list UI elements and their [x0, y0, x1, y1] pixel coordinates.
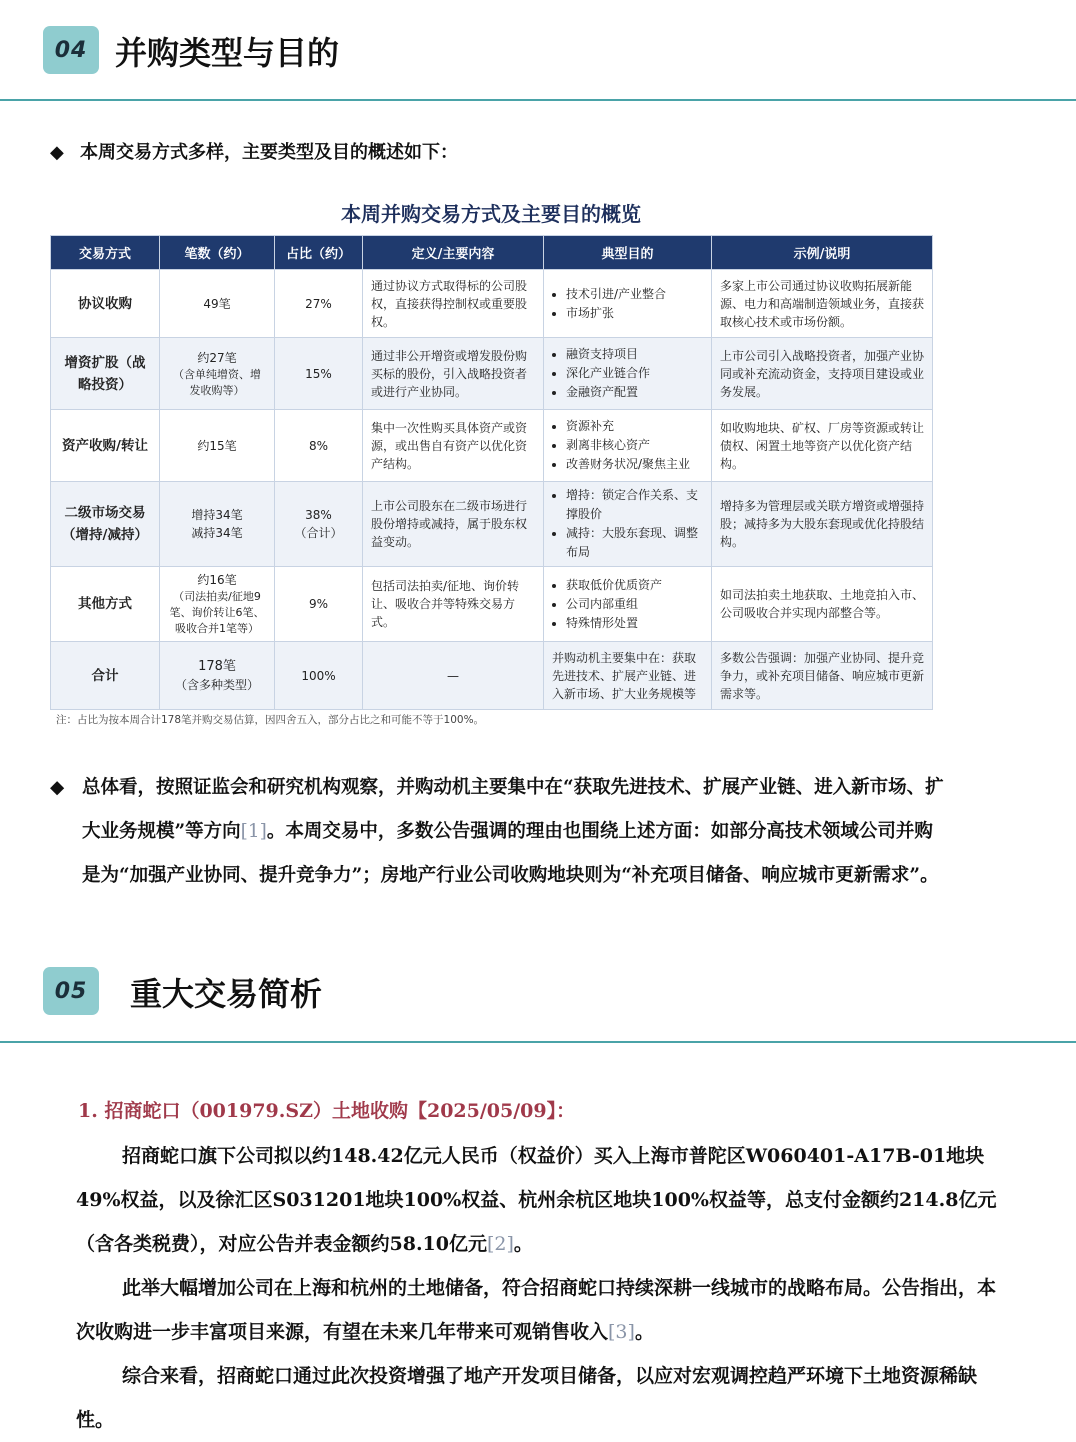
intro-bullet	[50, 138, 458, 164]
summary-text-part1: 总体看，按照证监会和研究机构观察，并购动机主要集中在“获取先进技术、扩展产业链、进入新市场、扩大业务规模”等方向	[82, 777, 944, 842]
cell-mode: 增资扩股（战略投资）	[51, 338, 160, 410]
cell-share	[275, 482, 363, 567]
cell-purposes	[544, 482, 712, 567]
section-badge-04: 04	[43, 26, 99, 74]
table-row	[51, 567, 933, 642]
table-header-cell: 定义/主要内容	[363, 236, 544, 270]
citation-link[interactable]: [1]	[240, 821, 267, 842]
purpose-item: • 深化产业链合作	[566, 364, 703, 383]
summary-paragraph	[50, 766, 950, 898]
count-note: （含单纯增资、增发收购等）	[173, 367, 261, 397]
count-note: 减持34笔	[191, 526, 243, 540]
cell-mode: 二级市场交易（增持/减持）	[51, 482, 160, 567]
count-value: 增持34笔	[191, 508, 243, 522]
cell-example: 上市公司引入战略投资者，加强产业协同或补充流动资金，支持项目建设或业务发展。	[712, 338, 933, 410]
cell-count: 49笔	[160, 270, 275, 338]
cell-definition: 上市公司股东在二级市场进行股份增持或减持，属于股东权益变动。	[363, 482, 544, 567]
table-note: 注：占比为按本周合计178笔并购交易估算，因四舍五入，部分占比之和可能不等于100%。	[56, 714, 485, 726]
cell-count	[160, 482, 275, 567]
cell-share: 15%	[275, 338, 363, 410]
case-paragraph	[76, 1134, 1011, 1266]
case-p1-end: 。	[513, 1233, 533, 1255]
table-row	[51, 482, 933, 567]
section-badge-05: 05	[43, 967, 99, 1015]
count-value: 约16笔	[197, 573, 237, 587]
section-title-04: 并购类型与目的	[115, 34, 340, 72]
table-row	[51, 270, 933, 338]
purpose-item: • 资源补充	[566, 417, 703, 436]
table-header-cell: 占比（约）	[275, 236, 363, 270]
cell-example: 如收购地块、矿权、厂房等资源或转让债权、闲置土地等资产以优化资产结构。	[712, 410, 933, 482]
overview-table	[50, 235, 933, 710]
case-p1-text: 招商蛇口旗下公司拟以约148.42亿元人民币（权益价）买入上海市普陀区W060401-A17B-01地块49%权益，以及徐汇区S031201地块100%权益、杭州余杭区地块100%权益等，总支付金额约214.8亿元（含各类税费），对应公告并表金额约58.10亿元	[76, 1145, 997, 1255]
table-row-total	[51, 642, 933, 710]
purpose-item: • 特殊情形处置	[566, 614, 703, 633]
purpose-item: • 公司内部重组	[566, 595, 703, 614]
cell-definition: 通过非公开增资或增发股份购买标的股份，引入战略投资者或进行产业协同。	[363, 338, 544, 410]
diamond-bullet-icon: ◆	[50, 777, 65, 798]
summary-text-part2: 。本周交易中，多数公告强调的理由也围绕上述方面：如部分高技术领域公司并购是为“加强产业协同、提升竞争力”；房地产行业公司收购地块则为“补充项目储备、响应城市更新需求”。	[82, 821, 939, 886]
section-title-05: 重大交易简析	[130, 975, 323, 1013]
cell-mode: 协议收购	[51, 270, 160, 338]
section-divider-04	[0, 99, 1076, 101]
cell-example: 如司法拍卖土地获取、土地竞拍入市、公司吸收合并实现内部整合等。	[712, 567, 933, 642]
count-value: 178笔	[198, 658, 236, 674]
table-header-cell: 示例/说明	[712, 236, 933, 270]
cell-purposes	[544, 410, 712, 482]
table-header-cell: 笔数（约）	[160, 236, 275, 270]
case-p2-text: 此举大幅增加公司在上海和杭州的土地储备，符合招商蛇口持续深耕一线城市的战略布局。公告指出，本次收购进一步丰富项目来源，有望在未来几年带来可观销售收入	[76, 1277, 997, 1343]
purpose-item: • 金融资产配置	[566, 383, 703, 402]
cell-share: 8%	[275, 410, 363, 482]
table-title: 本周并购交易方式及主要目的概览	[341, 202, 641, 226]
section-divider-05	[0, 1041, 1076, 1043]
case-paragraph	[76, 1266, 1011, 1354]
purpose-item: • 剥离非核心资产	[566, 436, 703, 455]
citation-link[interactable]: [2]	[487, 1233, 514, 1255]
table-row	[51, 410, 933, 482]
case-paragraph: 综合来看，招商蛇口通过此次投资增强了地产开发项目储备，以应对宏观调控趋严环境下土地资源稀缺性。	[76, 1365, 978, 1431]
cell-example: 增持多为管理层或关联方增资或增强持股；减持多为大股东套现或优化持股结构。	[712, 482, 933, 567]
table-header-row	[51, 236, 933, 270]
cell-purposes: 并购动机主要集中在：获取先进技术、扩展产业链、进入新市场、扩大业务规模等	[544, 642, 712, 710]
cell-share: 9%	[275, 567, 363, 642]
cell-count	[160, 642, 275, 710]
purpose-item: • 减持：大股东套现、调整布局	[566, 524, 703, 562]
share-value: 38%	[305, 508, 332, 522]
purpose-item: • 获取低价优质资产	[566, 576, 703, 595]
purpose-item: • 技术引进/产业整合	[566, 285, 703, 304]
count-note: （司法拍卖/征地9笔、询价转让6笔、吸收合并1笔等）	[169, 590, 265, 635]
cell-share: 100%	[275, 642, 363, 710]
purpose-item: • 市场扩张	[566, 304, 703, 323]
table-header-cell: 交易方式	[51, 236, 160, 270]
cell-count: 约15笔	[160, 410, 275, 482]
table-header-cell: 典型目的	[544, 236, 712, 270]
table-row	[51, 338, 933, 410]
share-note: （合计）	[294, 526, 343, 540]
case-title: 1. 招商蛇口（001979.SZ）土地收购【2025/05/09】：	[78, 1100, 576, 1122]
purpose-item: • 增持：锁定合作关系、支撑股价	[566, 486, 703, 524]
cell-definition: 通过协议方式取得标的公司股权，直接获得控制权或重要股权。	[363, 270, 544, 338]
cell-count	[160, 338, 275, 410]
cell-mode: 其他方式	[51, 567, 160, 642]
diamond-bullet-icon: ◆	[50, 142, 64, 163]
case-body	[76, 1134, 1011, 1442]
cell-definition: 集中一次性购买具体资产或资源，或出售自有资产以优化资产结构。	[363, 410, 544, 482]
cell-purposes	[544, 567, 712, 642]
case-p2-end: 。	[634, 1321, 654, 1343]
intro-text: 本周交易方式多样，主要类型及目的概述如下：	[80, 142, 458, 163]
cell-purposes	[544, 270, 712, 338]
count-value: 约27笔	[197, 350, 237, 365]
cell-definition: 包括司法拍卖/征地、询价转让、吸收合并等特殊交易方式。	[363, 567, 544, 642]
summary-text	[82, 766, 950, 898]
cell-example: 多数公告强调：加强产业协同、提升竞争力，或补充项目储备、响应城市更新需求等。	[712, 642, 933, 710]
purpose-item: • 融资支持项目	[566, 345, 703, 364]
count-note: （含多种类型）	[174, 677, 259, 692]
cell-share: 27%	[275, 270, 363, 338]
cell-example: 多家上市公司通过协议收购拓展新能源、电力和高端制造领域业务，直接获取核心技术或市场份额。	[712, 270, 933, 338]
cell-purposes	[544, 338, 712, 410]
cell-definition: —	[363, 642, 544, 710]
cell-count	[160, 567, 275, 642]
citation-link[interactable]: [3]	[608, 1321, 635, 1343]
cell-mode: 资产收购/转让	[51, 410, 160, 482]
cell-mode: 合计	[51, 642, 160, 710]
purpose-item: • 改善财务状况/聚焦主业	[566, 455, 703, 474]
